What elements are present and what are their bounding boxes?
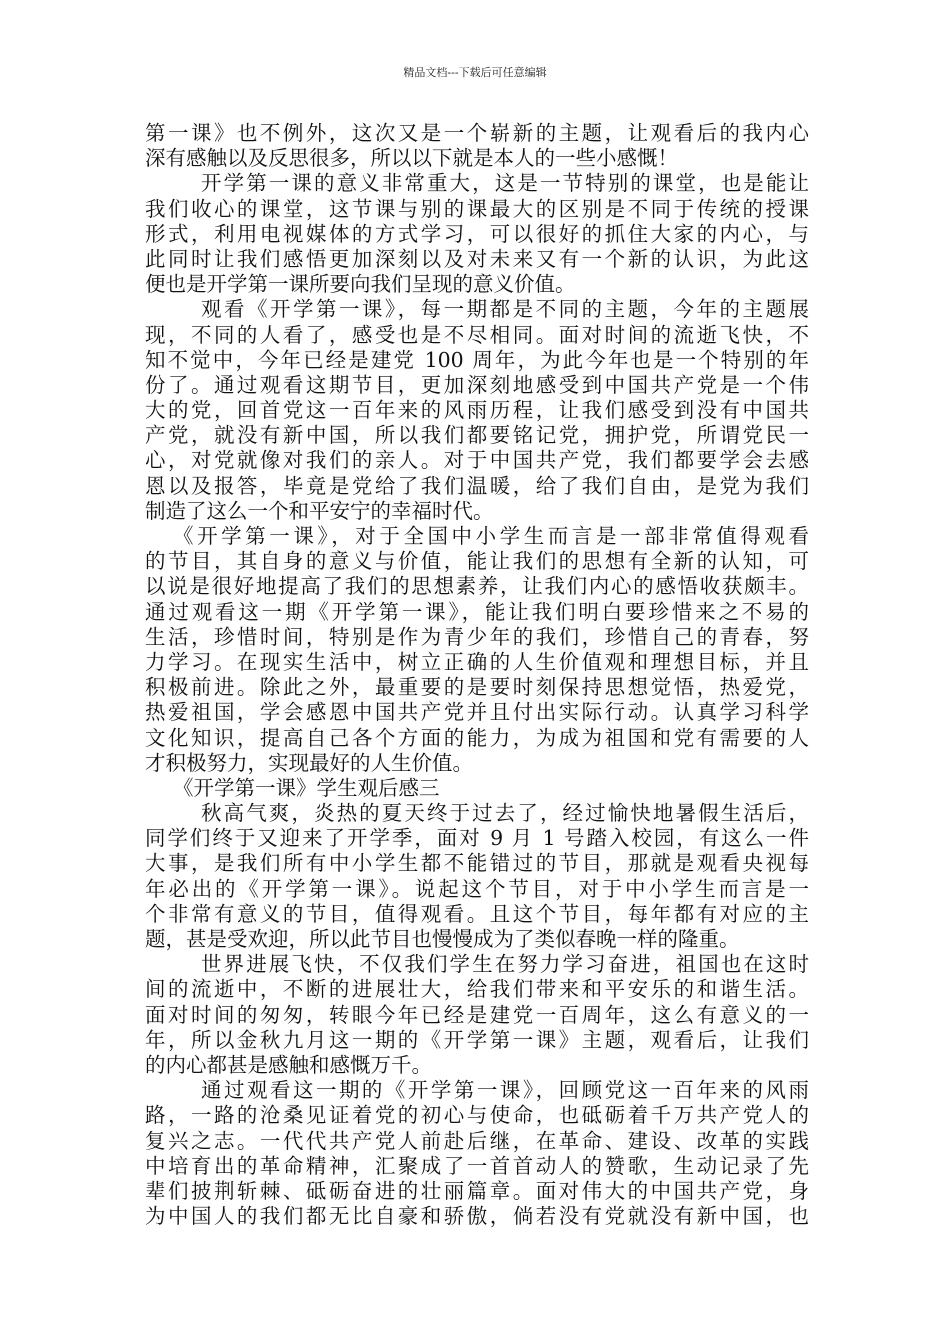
text-line: 的内心都甚是感触和感慨万千。 (145, 1052, 432, 1077)
text-line: 以说是很好地提高了我们的思想素养，让我们内心的感悟收获颇丰。 (145, 574, 809, 599)
text-line: 文化知识，提高自己各个方面的能力，为成为祖国和党有需要的人 (145, 725, 809, 750)
document-body (145, 121, 809, 1229)
text-line: 通过观看这一期《开学第一课》，能让我们明白要珍惜来之不易的 (145, 599, 809, 624)
text-line: 年，所以金秋九月这一期的《开学第一课》主题，观看后，让我们 (145, 1027, 809, 1052)
text-line: 为中国人的我们都无比自豪和骄傲，倘若没有党就没有新中国，也 (145, 1204, 809, 1229)
text-line: 间的流逝中，不断的进展壮大，给我们带来和平安乐的和谐生活。 (145, 977, 809, 1002)
text-line: 题，甚是受欢迎，所以此节目也慢慢成为了类似春晚一样的隆重。 (145, 927, 740, 951)
text-line: 的节目，其自身的意义与价值，能让我们的思想有全新的认知，可 (145, 549, 809, 574)
text-line: 制造了这么一个和平安宁的幸福时代。 (145, 498, 494, 523)
text-line: 份了。通过观看这期节目，更加深刻地感受到中国共产党是一个伟 (145, 372, 809, 397)
text-line: 便也是开学第一课所要向我们呈现的意义价值。 (145, 272, 576, 297)
text-line: 大事，是我们所有中小学生都不能错过的节目，那就是观看央视每 (145, 851, 809, 876)
text-line: 世界进展飞快，不仅我们学生在努力学习奋进，祖国也在这时 (201, 952, 809, 977)
text-line: 秋高气爽，炎热的夏天终于过去了，经过愉快地暑假生活后， (201, 801, 809, 826)
text-line: 中培育出的革命精神，汇聚成了一首首动人的赞歌，生动记录了先 (145, 1153, 809, 1178)
page-header: 精品文档---下载后可任意编辑 (403, 66, 547, 79)
text-line: 产党，就没有新中国，所以我们都要铭记党，拥护党，所谓党民一 (145, 423, 809, 448)
text-line: 复兴之志。一代代共产党人前赴后继，在革命、建设、改革的实践 (145, 1128, 809, 1153)
text-line: 个非常有意义的节目，值得观看。且这个节目，每年都有对应的主 (145, 901, 809, 926)
text-line: 形式，利用电视媒体的方式学习，可以很好的抓住大家的内心，与 (145, 221, 809, 246)
text-line: 热爱祖国，学会感恩中国共产党并且付出实际行动。认真学习科学 (145, 700, 809, 725)
text-line: 知不觉中，今年已经是建党 100 周年，为此今年也是一个特别的年 (145, 347, 809, 372)
text-line: 大的党，回首党这一百年来的风雨历程，让我们感受到没有中国共 (145, 398, 809, 423)
text-line: 观看《开学第一课》，每一期都是不同的主题，今年的主题展 (201, 297, 809, 322)
text-line: 现，不同的人看了，感受也是不尽相同。面对时间的流逝飞快，不 (145, 322, 809, 347)
text-line: 生活，珍惜时间，特别是作为青少年的我们，珍惜自己的青春，努 (145, 624, 809, 649)
text-line: 通过观看这一期的《开学第一课》，回顾党这一百年来的风雨 (201, 1078, 809, 1103)
text-line: 面对时间的匆匆，转眼今年已经是建党一百周年，这么有意义的一 (145, 1002, 809, 1027)
section-heading: 《开学第一课》学生观后感三 (173, 775, 440, 800)
text-line: 我们收心的课堂，这节课与别的课最大的区别是不同于传统的授课 (145, 196, 809, 221)
text-line: 此同时让我们感悟更加深刻以及对未来又有一个新的认识，为此这 (145, 246, 809, 271)
text-line: 同学们终于又迎来了开学季，面对 9 月 1 号踏入校园，有这么一件 (145, 826, 809, 851)
text-line: 路，一路的沧桑见证着党的初心与使命，也砥砺着千万共产党人的 (145, 1103, 809, 1128)
text-line: 积极前进。除此之外，最重要的是要时刻保持思想觉悟，热爱党， (145, 675, 809, 700)
text-line: 年必出的《开学第一课》。说起这个节目，对于中小学生而言是一 (145, 876, 809, 901)
text-line: 心，对党就像对我们的亲人。对于中国共产党，我们都要学会去感 (145, 448, 809, 473)
text-line: 才积极努力，实现最好的人生价值。 (145, 750, 473, 775)
text-line: 力学习。在现实生活中，树立正确的人生价值观和理想目标，并且 (145, 649, 809, 674)
text-line: 《开学第一课》，对于全国中小学生而言是一部非常值得观看 (173, 524, 809, 548)
text-line: 开学第一课的意义非常重大，这是一节特别的课堂，也是能让 (201, 171, 809, 196)
text-line: 恩以及报答，毕竟是党给了我们温暖，给了我们自由，是党为我们 (145, 473, 809, 498)
text-line: 辈们披荆斩棘、砥砺奋进的壮丽篇章。面对伟大的中国共产党，身 (145, 1178, 809, 1203)
text-line: 深有感触以及反思很多，所以以下就是本人的一些小感慨！ (145, 146, 678, 171)
text-line: 第一课》也不例外，这次又是一个崭新的主题，让观看后的我内心 (145, 121, 809, 145)
